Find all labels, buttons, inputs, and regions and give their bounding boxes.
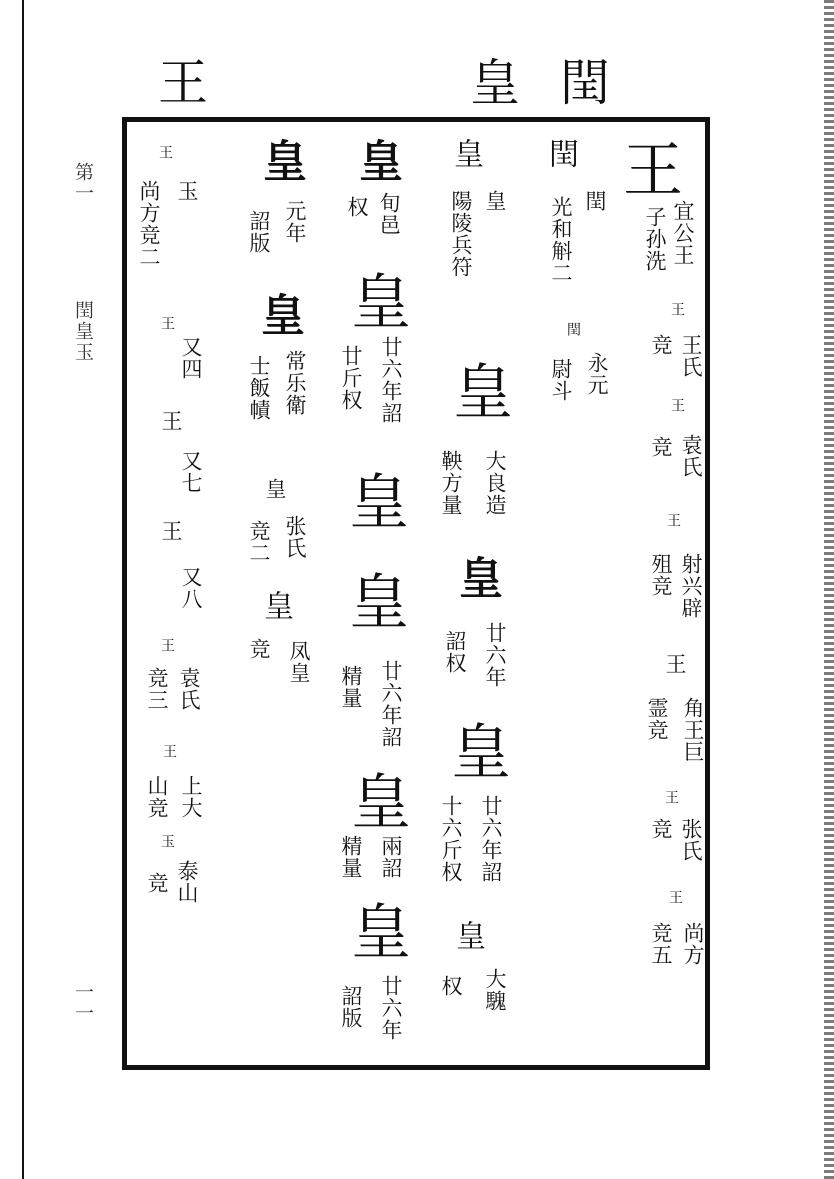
source-label: 尚方 xyxy=(681,922,706,966)
caption: 鞅方量 xyxy=(439,450,464,516)
glyph-huang-variant: 皇 xyxy=(253,292,304,336)
glyph-variant: 王 xyxy=(665,513,681,527)
caption: 子孙洗 xyxy=(643,206,668,272)
caption: 山竞 xyxy=(145,775,170,819)
glyph-huang-variant: 皇 xyxy=(441,720,511,780)
source-label: 永元 xyxy=(585,352,610,396)
caption: 詔版 xyxy=(247,210,272,254)
glyph-huang-variant: 皇 xyxy=(341,270,411,330)
source-label: 射兴辟 xyxy=(679,553,704,619)
glyph-huang-variant: 皇 xyxy=(339,470,409,530)
caption: 尚方竞二 xyxy=(137,180,162,268)
glyph-huang-variant: 皇 xyxy=(258,590,293,620)
source-label: 王氏 xyxy=(679,334,704,378)
caption: 霊竞 xyxy=(645,697,670,741)
caption: 十六斤权 xyxy=(439,795,464,883)
source-label: 又四 xyxy=(179,336,204,380)
left-margin-rule xyxy=(22,0,24,1179)
glyph-variant: 王 xyxy=(669,398,685,412)
source-label: 袁氏 xyxy=(177,667,202,711)
caption: 竞三 xyxy=(145,667,170,711)
source-label: 张氏 xyxy=(679,818,704,862)
source-label: 廿六年詔 xyxy=(479,795,504,883)
source-label: 张氏 xyxy=(283,515,308,559)
glyph-variant: 王 xyxy=(159,316,175,330)
source-label: 宜公王 xyxy=(671,200,696,266)
source-label: 廿六年 xyxy=(483,622,508,688)
glyph-huang-variant: 皇 xyxy=(451,555,502,599)
caption: 竞 xyxy=(145,872,170,894)
source-label: 閏 xyxy=(583,190,608,212)
glyph-table-frame xyxy=(122,117,710,1070)
header-glyph-run: 閏 xyxy=(560,54,610,112)
source-label: 旬邑 xyxy=(377,192,402,236)
glyph-huang-variant: 皇 xyxy=(351,138,402,182)
glyph-huang-variant: 皇 xyxy=(450,920,485,950)
caption: 竞 xyxy=(649,436,674,458)
source-label: 廿六年詔 xyxy=(379,336,404,424)
glyph-huang-variant: 皇 xyxy=(341,770,411,830)
source-label: 又七 xyxy=(179,450,204,494)
caption: 士飯幘 xyxy=(247,355,272,421)
source-label: 廿六年 xyxy=(379,975,404,1041)
glyph-huang-variant: 皇 xyxy=(341,900,411,960)
glyph-huang-variant: 皇 xyxy=(255,138,306,182)
glyph-variant: 王 xyxy=(663,653,688,675)
caption: 权 xyxy=(345,196,370,218)
source-label: 又八 xyxy=(179,566,204,610)
page-title: 閏皇玉 xyxy=(72,300,94,363)
glyph-variant: 玉 xyxy=(159,834,175,848)
source-label: 袁氏 xyxy=(679,434,704,478)
source-label: 玉 xyxy=(175,180,200,202)
caption: 陽陵兵符 xyxy=(449,190,474,278)
glyph-huang-variant: 皇 xyxy=(263,478,288,500)
source-label: 廿六年詔 xyxy=(379,660,404,748)
source-label: 凤皇 xyxy=(287,640,312,684)
caption: 竞 xyxy=(247,638,272,660)
glyph-variant: 王 xyxy=(669,302,685,316)
caption: 廿斤权 xyxy=(339,345,364,411)
glyph-run-main: 閏 xyxy=(543,138,578,168)
caption: 竞 xyxy=(649,818,674,840)
caption: 竞二 xyxy=(247,520,272,564)
caption: 詔权 xyxy=(443,630,468,674)
source-label: 元年 xyxy=(283,200,308,244)
glyph-huang-variant: 皇 xyxy=(448,138,483,168)
source-label: 兩詔 xyxy=(379,835,404,879)
glyph-variant: 閏 xyxy=(565,322,581,336)
caption: 殂竞 xyxy=(649,553,674,597)
caption: 精量 xyxy=(339,835,364,879)
caption: 权 xyxy=(439,975,464,997)
glyph-variant: 王 xyxy=(161,744,177,758)
source-label: 皇 xyxy=(483,190,508,212)
scan-edge xyxy=(824,0,834,1179)
source-label: 大騩 xyxy=(483,968,508,1012)
caption: 竞 xyxy=(649,334,674,356)
glyph-variant: 王 xyxy=(663,790,679,804)
caption: 精量 xyxy=(339,665,364,709)
caption: 光和斛二 xyxy=(549,196,574,284)
source-label: 泰山 xyxy=(175,860,200,904)
glyph-huang-variant: 皇 xyxy=(339,570,409,630)
source-label: 大良造 xyxy=(483,450,508,516)
glyph-huang-variant: 皇 xyxy=(443,360,513,420)
caption: 尉斗 xyxy=(549,358,574,402)
glyph-variant: 王 xyxy=(157,145,173,159)
header-glyph-huang: 皇 xyxy=(470,54,520,112)
header-glyph-wang: 王 xyxy=(158,54,208,112)
glyph-wang-main: 王 xyxy=(613,138,683,198)
source-label: 角王巨 xyxy=(681,697,706,763)
glyph-variant: 王 xyxy=(159,520,184,542)
source-label: 常乐衛 xyxy=(283,350,308,416)
caption: 竞五 xyxy=(649,922,674,966)
glyph-variant: 王 xyxy=(667,890,683,904)
page-number: 一一 xyxy=(72,982,94,1024)
section-label: 第一 xyxy=(72,162,94,204)
glyph-variant: 王 xyxy=(159,638,175,652)
caption: 詔版 xyxy=(339,985,364,1029)
source-label: 上大 xyxy=(179,775,204,819)
glyph-variant: 王 xyxy=(159,410,184,432)
